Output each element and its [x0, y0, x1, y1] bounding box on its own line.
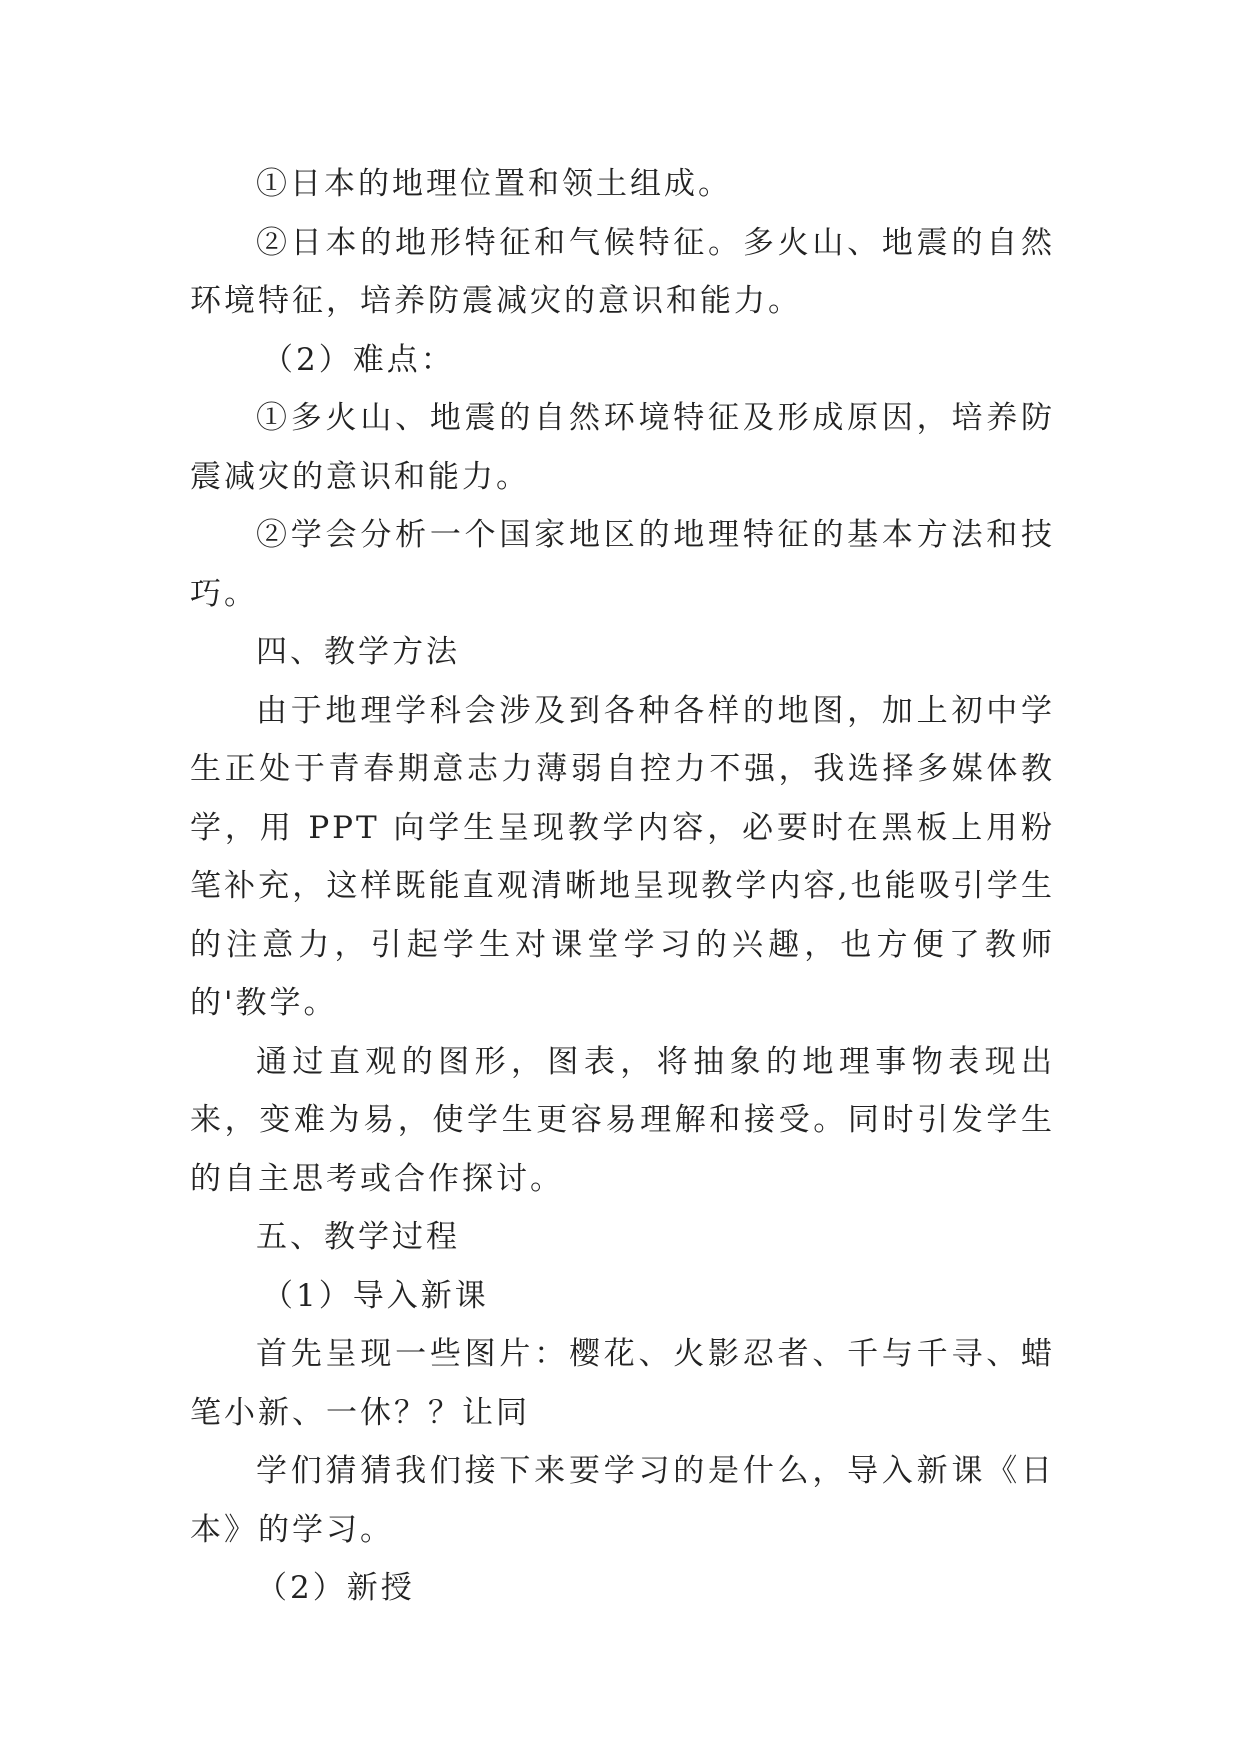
paragraph-visual-aids: 通过直观的图形，图表，将抽象的地理事物表现出来，变难为易，使学生更容易理解和接受。同时引发学生的自主思考或合作探讨。	[190, 1043, 1055, 1197]
heading-introduction: （1）导入新课	[262, 1277, 489, 1314]
paragraph-difficulty-1: ①多火山、地震的自然环境特征及形成原因，培养防震减灾的意识和能力。	[190, 400, 1055, 495]
paragraph-introduction-2: 学们猜猜我们接下来要学习的是什么，导入新课《日本》的学习。	[190, 1453, 1055, 1548]
heading-teaching-process: 五、教学过程	[256, 1219, 460, 1255]
heading-difficulties: （2）难点：	[262, 341, 455, 378]
heading-new-lesson: （2）新授	[256, 1570, 415, 1606]
paragraph-teaching-methods: 由于地理学科会涉及到各种各样的地图，加上初中学生正处于青春期意志力薄弱自控力不强，我选择多媒体教学，用 PPT 向学生呈现教学内容，必要时在黑板上用粉笔补充，这样既能直观清晰地呈现教学内容,也能吸引学生的注意力，引起学生对课堂学习的兴趣，也方便了教师的'教学。	[190, 692, 1055, 1021]
paragraph-difficulty-2: ②学会分析一个国家地区的地理特征的基本方法和技巧。	[190, 517, 1055, 612]
heading-teaching-methods: 四、教学方法	[256, 634, 460, 670]
paragraph-key-point-2: ②日本的地形特征和气候特征。多火山、地震的自然环境特征，培养防震减灾的意识和能力。	[190, 224, 1055, 319]
document-body	[190, 155, 1055, 1618]
paragraph-key-point-1: ①日本的地理位置和领土组成。	[256, 166, 732, 202]
paragraph-introduction-1: 首先呈现一些图片：樱花、火影忍者、千与千寻、蜡笔小新、一休？？让同	[190, 1336, 1055, 1431]
